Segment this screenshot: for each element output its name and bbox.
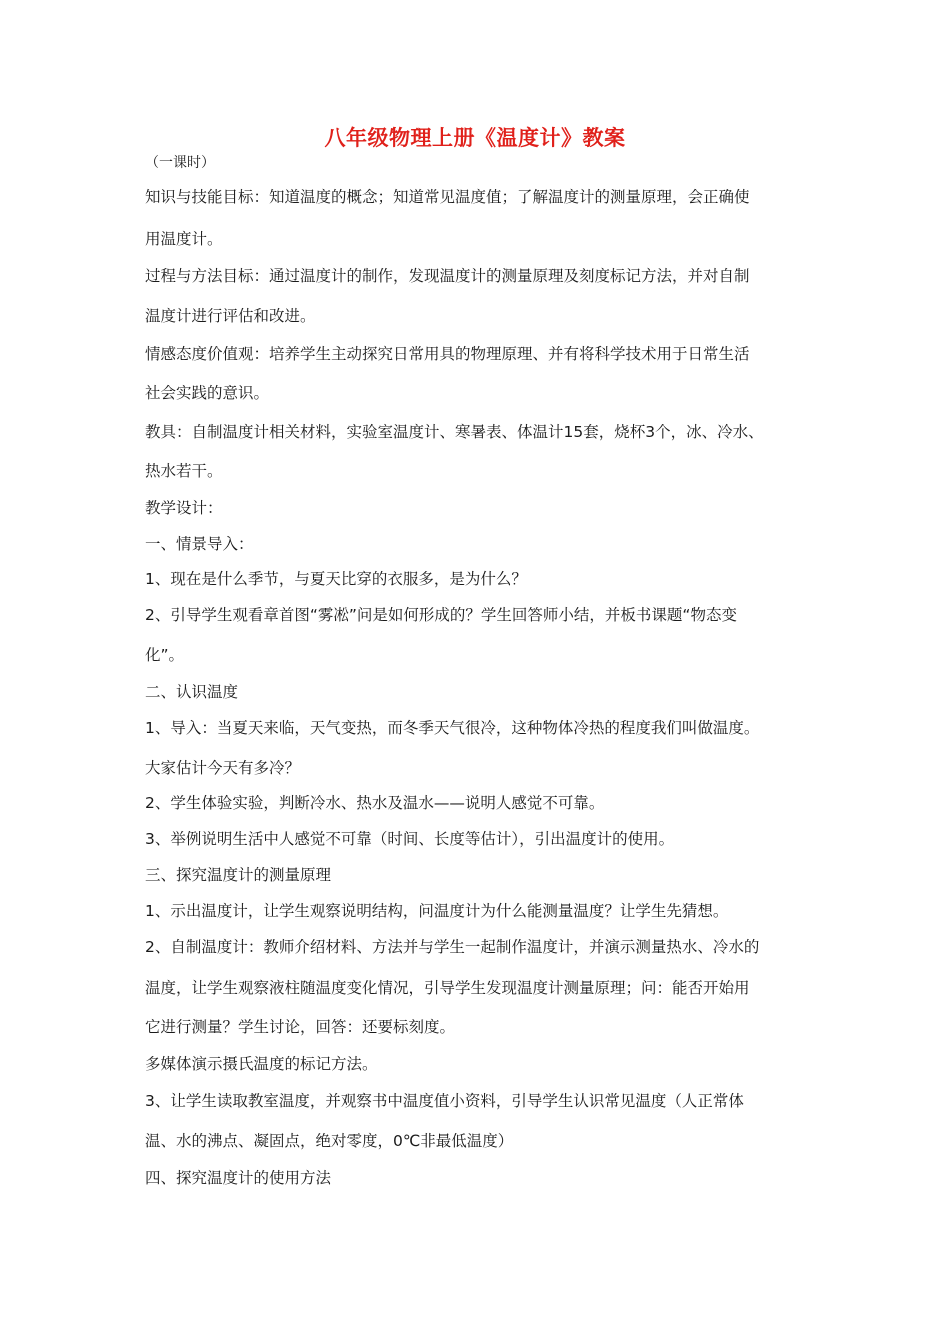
text-line: 2、自制温度计：教师介绍材料、方法并与学生一起制作温度计，并演示测量热水、冷水的 bbox=[145, 938, 760, 956]
document-subtitle: （一课时） bbox=[145, 155, 215, 171]
text-line: 2、引导学生观看章首图“雾凇”问是如何形成的？学生回答师小结，并板书课题“物态变 bbox=[145, 606, 737, 624]
text-line: 3、让学生读取教室温度，并观察书中温度值小资料，引导学生认识常见温度（人正常体 bbox=[145, 1092, 744, 1110]
text-line: 多媒体演示摄氏温度的标记方法。 bbox=[145, 1055, 378, 1073]
text-line: 它进行测量？学生讨论，回答：还要标刻度。 bbox=[145, 1018, 456, 1036]
text-line: 2、学生体验实验，判断冷水、热水及温水——说明人感觉不可靠。 bbox=[145, 794, 605, 812]
document-title: 八年级物理上册《温度计》教案 bbox=[324, 126, 626, 150]
text-line: 过程与方法目标：通过温度计的制作，发现温度计的测量原理及刻度标记方法，并对自制 bbox=[145, 267, 750, 285]
text-line: 热水若干。 bbox=[145, 462, 223, 480]
text-line: 温度，让学生观察液柱随温度变化情况，引导学生发现温度计测量原理；问：能否开始用 bbox=[145, 979, 750, 997]
text-line: 社会实践的意识。 bbox=[145, 384, 270, 402]
text-line: 大家估计今天有多冷？ bbox=[145, 759, 301, 777]
text-line: 知识与技能目标：知道温度的概念；知道常见温度值；了解温度计的测量原理，会正确使 bbox=[145, 188, 750, 206]
text-line: 教具：自制温度计相关材料，实验室温度计、寒暑表、体温计15套，烧杯3个，冰、冷水、 bbox=[145, 423, 764, 441]
text-line: 情感态度价值观：培养学生主动探究日常用具的物理原理、并有将科学技术用于日常生活 bbox=[145, 345, 750, 363]
text-line: 1、示出温度计，让学生观察说明结构，问温度计为什么能测量温度？让学生先猜想。 bbox=[145, 902, 729, 920]
text-line: 教学设计： bbox=[145, 499, 223, 517]
text-line: 3、举例说明生活中人感觉不可靠（时间、长度等估计），引出温度计的使用。 bbox=[145, 830, 675, 848]
text-line: 温、水的沸点、凝固点，绝对零度，0℃非最低温度） bbox=[145, 1132, 514, 1150]
text-line: 四、探究温度计的使用方法 bbox=[145, 1169, 332, 1187]
text-line: 二、认识温度 bbox=[145, 683, 239, 701]
text-line: 用温度计。 bbox=[145, 230, 223, 248]
text-line: 温度计进行评估和改进。 bbox=[145, 307, 316, 325]
text-line: 三、探究温度计的测量原理 bbox=[145, 866, 332, 884]
text-line: 化”。 bbox=[145, 646, 185, 664]
text-line: 一、情景导入： bbox=[145, 535, 254, 553]
text-line: 1、导入：当夏天来临，天气变热，而冬季天气很冷，这种物体冷热的程度我们叫做温度。 bbox=[145, 719, 760, 737]
text-line: 1、现在是什么季节，与夏天比穿的衣服多，是为什么？ bbox=[145, 570, 527, 588]
